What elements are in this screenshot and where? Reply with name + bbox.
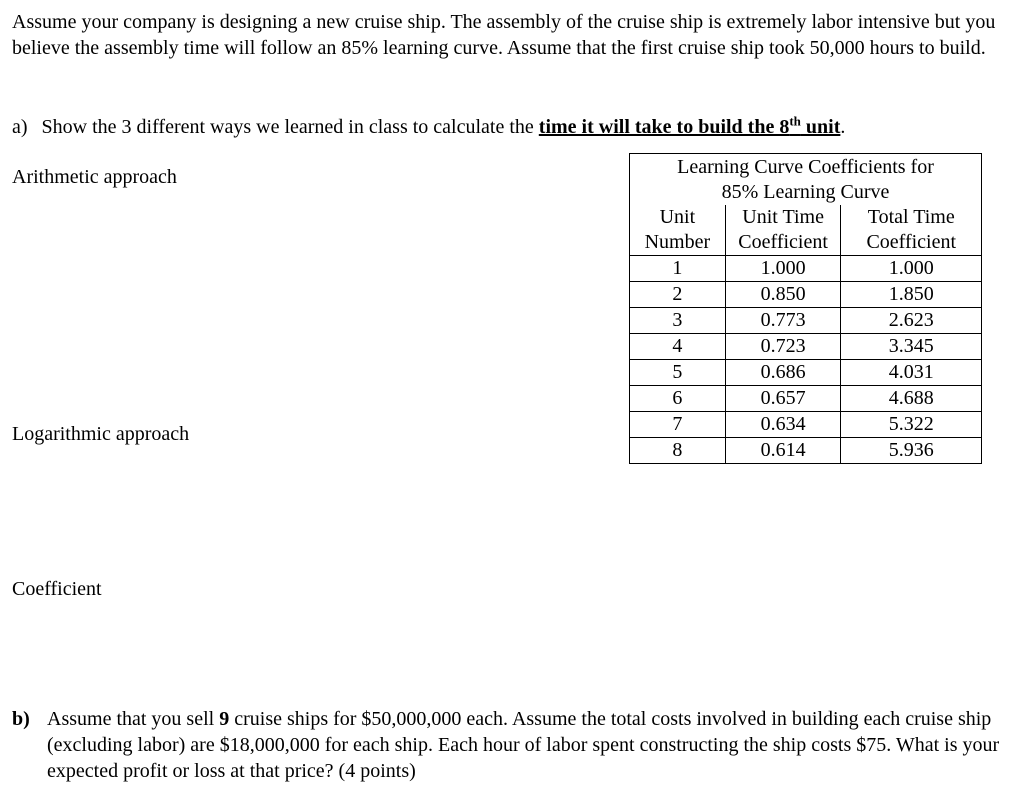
- question-b-text1: Assume that you sell: [47, 708, 220, 730]
- table-row: [630, 438, 982, 464]
- total-time-coefficient-cell: 3.345: [841, 334, 982, 360]
- unit-time-coefficient-cell: 1.000: [725, 256, 841, 282]
- unit-number-cell: 2: [630, 282, 726, 308]
- table-caption: [630, 154, 982, 206]
- header-unit-number-line1: Unit: [630, 205, 726, 230]
- unit-number-cell: 5: [630, 360, 726, 386]
- total-time-coefficient-cell: 4.031: [841, 360, 982, 386]
- table-row: [630, 360, 982, 386]
- question-a-emphasis-after: unit: [800, 116, 841, 138]
- unit-time-coefficient-cell: 0.773: [725, 308, 841, 334]
- total-time-coefficient-cell: 2.623: [841, 308, 982, 334]
- table-row: [630, 334, 982, 360]
- logarithmic-approach-heading: Logarithmic approach: [12, 423, 190, 445]
- total-time-coefficient-cell: 5.322: [841, 412, 982, 438]
- header-unit-time-line2: Coefficient: [725, 230, 841, 256]
- unit-number-cell: 8: [630, 438, 726, 464]
- unit-time-coefficient-cell: 0.634: [725, 412, 841, 438]
- question-b-text: [47, 706, 1012, 784]
- total-time-coefficient-cell: 1.850: [841, 282, 982, 308]
- learning-curve-table: [629, 153, 982, 464]
- unit-time-coefficient-cell: 0.686: [725, 360, 841, 386]
- header-total-time-line1: Total Time: [841, 205, 982, 230]
- question-a-emphasis: [538, 113, 841, 138]
- unit-number-cell: 1: [630, 256, 726, 282]
- unit-time-coefficient-cell: 0.614: [725, 438, 841, 464]
- unit-number-cell: 3: [630, 308, 726, 334]
- question-a-superscript: th: [789, 113, 801, 129]
- unit-number-cell: 6: [630, 386, 726, 412]
- question-a-text: Show the 3 different ways we learned in class to calculate the: [41, 116, 539, 138]
- table-row: [630, 412, 982, 438]
- question-a-label: a): [12, 116, 28, 138]
- unit-time-coefficient-cell: 0.850: [725, 282, 841, 308]
- unit-time-coefficient-cell: 0.723: [725, 334, 841, 360]
- unit-number-cell: 4: [630, 334, 726, 360]
- unit-number-cell: 7: [630, 412, 726, 438]
- table-row: [630, 282, 982, 308]
- arithmetic-approach-heading: Arithmetic approach: [12, 166, 177, 188]
- header-unit-time-line1: Unit Time: [725, 205, 841, 230]
- header-unit-number-line2: Number: [630, 230, 726, 256]
- intro-paragraph: Assume your company is designing a new cruise ship. The assembly of the cruise ship is extremely labor intensive but you believe the assembly time will follow an 85% learning curve. Assume that the first cruise ship took 50,000 hours to build.: [12, 11, 996, 59]
- table-caption-line1: Learning Curve Coefficients for: [677, 156, 934, 178]
- question-a-emphasis-text: time it will take to build the 8: [538, 116, 790, 138]
- question-b-label: b): [12, 708, 30, 730]
- table-row: [630, 256, 982, 282]
- question-b-text2: cruise ships for $50,000,000 each. Assume the total costs involved in building each cruise ship (excluding labor) are $18,000,000 for each ship. Each hour of labor spent constructing the ship costs $75. What is your expected profit or loss at that price? (4 points): [47, 708, 1000, 782]
- question-a-end: .: [840, 116, 846, 138]
- table-row: [630, 386, 982, 412]
- unit-time-coefficient-cell: 0.657: [725, 386, 841, 412]
- header-total-time-line2: Coefficient: [841, 230, 982, 256]
- table-row: [630, 308, 982, 334]
- question-a: [12, 114, 1012, 140]
- total-time-coefficient-cell: 1.000: [841, 256, 982, 282]
- table-caption-line2: 85% Learning Curve: [721, 181, 890, 203]
- coefficient-heading: Coefficient: [12, 578, 102, 600]
- total-time-coefficient-cell: 5.936: [841, 438, 982, 464]
- question-b-ship-count: 9: [219, 708, 230, 730]
- question-b: [12, 706, 1012, 784]
- total-time-coefficient-cell: 4.688: [841, 386, 982, 412]
